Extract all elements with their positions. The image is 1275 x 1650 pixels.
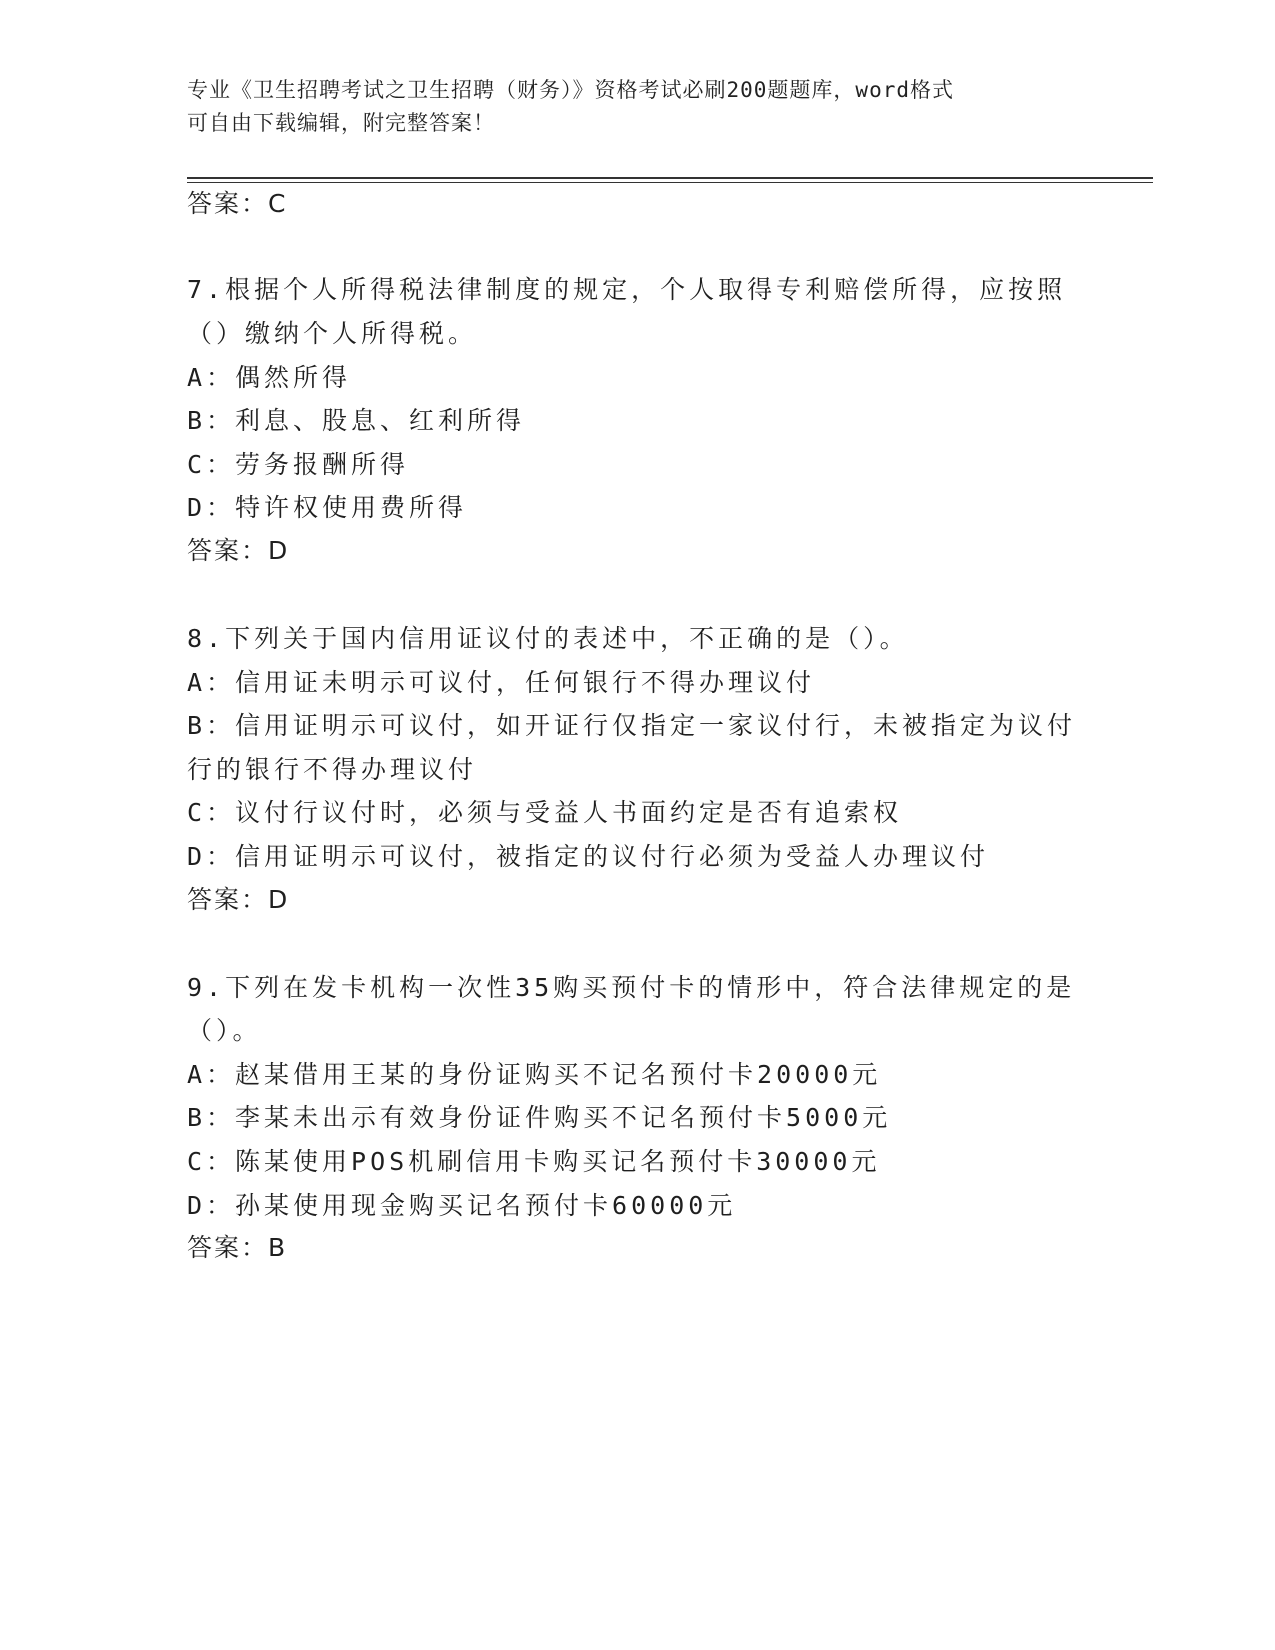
q7-option-a: A：偶然所得 <box>187 363 352 392</box>
q7-answer: 答案：D <box>187 536 290 565</box>
header-line-2: 可自由下载编辑，附完整答案！ <box>187 111 495 135</box>
header-rule-thin <box>187 182 1153 183</box>
q9-option-a: A：赵某借用王某的身份证购买不记名预付卡20000元 <box>187 1060 882 1089</box>
q9-answer: 答案：B <box>187 1233 288 1262</box>
q9-option-b: B：李某未出示有效身份证件购买不记名预付卡5000元 <box>187 1103 892 1132</box>
q9-option-d: D：孙某使用现金购买记名预付卡60000元 <box>187 1191 737 1220</box>
q7-option-c: C：劳务报酬所得 <box>187 450 410 479</box>
previous-answer: 答案：C <box>187 189 288 218</box>
q7-option-d: D：特许权使用费所得 <box>187 493 468 522</box>
q8-stem-line-1: 8.下列关于国内信用证议付的表述中，不正确的是（）。 <box>187 624 909 653</box>
q9-option-c: C：陈某使用POS机刷信用卡购买记名预付卡30000元 <box>187 1147 881 1176</box>
q8-option-b-line-1: B：信用证明示可议付，如开证行仅指定一家议付行，未被指定为议付 <box>187 711 1077 740</box>
q9-stem-line-1: 9.下列在发卡机构一次性35购买预付卡的情形中，符合法律规定的是 <box>187 973 1076 1002</box>
q8-option-a: A：信用证未明示可议付，任何银行不得办理议付 <box>187 668 816 697</box>
header-rule-thick <box>187 177 1153 179</box>
q8-option-b-line-2: 行的银行不得办理议付 <box>187 755 478 784</box>
q8-answer: 答案：D <box>187 885 290 914</box>
q7-stem-line-1: 7.根据个人所得税法律制度的规定，个人取得专利赔偿所得，应按照 <box>187 275 1067 304</box>
document-header <box>187 74 1067 140</box>
header-line-1: 专业《卫生招聘考试之卫生招聘（财务）》资格考试必刷200题题库，word格式 <box>187 78 954 102</box>
q8-option-c: C：议付行议付时，必须与受益人书面约定是否有追索权 <box>187 798 903 827</box>
q9-stem-line-2: （）。 <box>187 1016 262 1045</box>
q8-option-d: D：信用证明示可议付，被指定的议付行必须为受益人办理议付 <box>187 842 990 871</box>
q7-option-b: B：利息、股息、红利所得 <box>187 406 526 435</box>
q7-stem-line-2: （）缴纳个人所得税。 <box>187 319 478 348</box>
